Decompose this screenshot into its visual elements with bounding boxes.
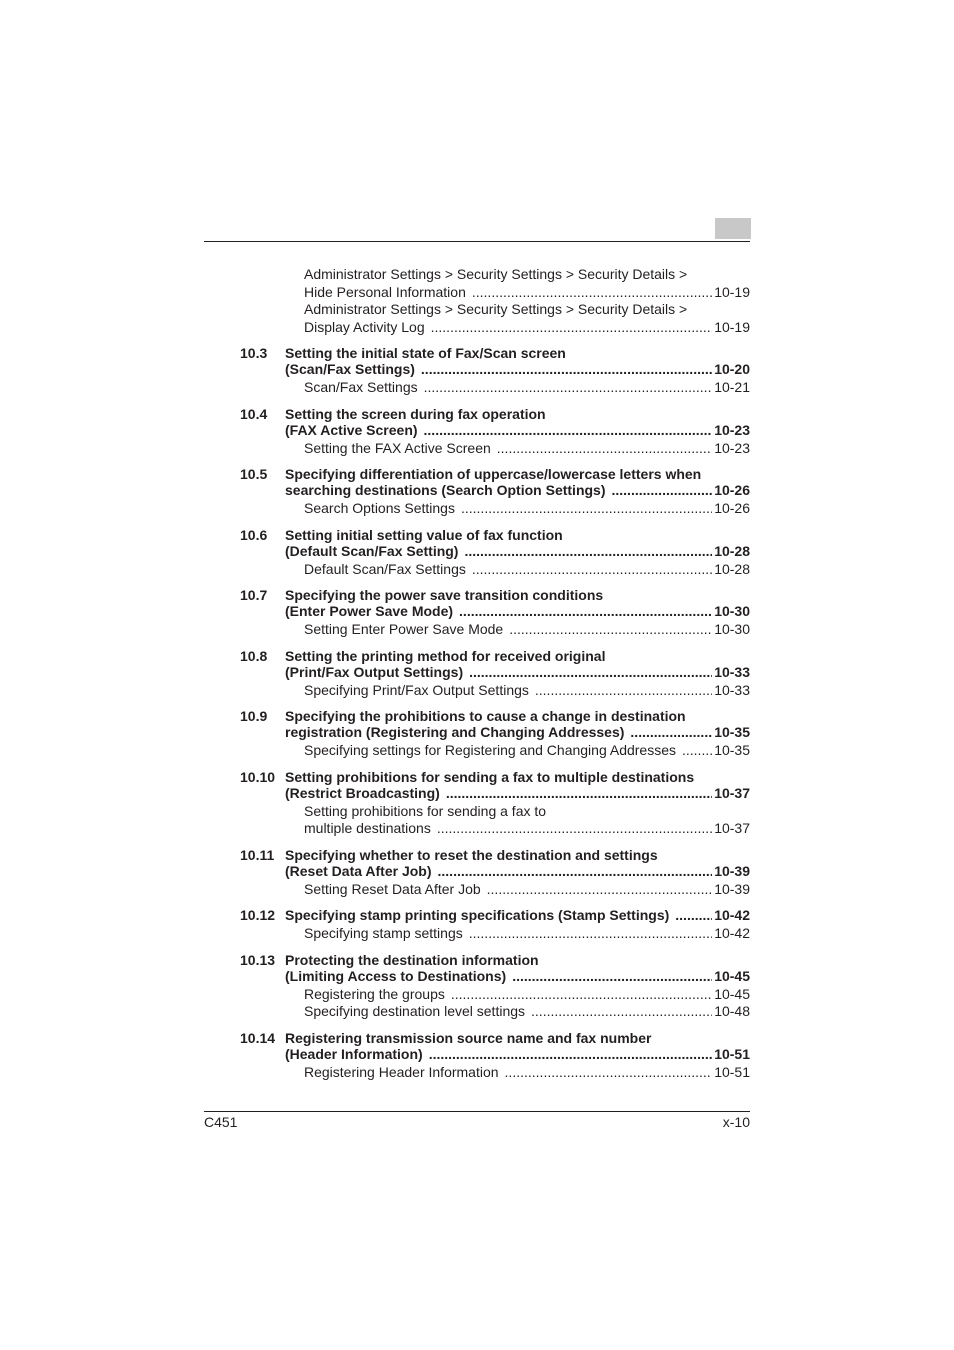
toc-section [240, 769, 750, 838]
toc-section-title-line: Setting the screen during fax operation [285, 405, 546, 422]
toc-subsection-title-last-line [304, 500, 750, 518]
toc-section-heading[interactable] [240, 847, 750, 879]
toc-subsection-title-last-line [304, 319, 750, 337]
dot-leader [459, 603, 712, 619]
toc-subsection-title-last-line [304, 440, 750, 458]
toc-subsection-page-number: 10-19 [714, 283, 750, 300]
toc-subsection-page-number: 10-33 [714, 681, 750, 698]
toc-section-number: 10.4 [240, 405, 268, 422]
toc-subsection-page-number: 10-35 [714, 742, 750, 758]
dot-leader [505, 1064, 713, 1082]
dot-leader [451, 986, 712, 1004]
toc-subsection-page-number: 10-37 [714, 820, 750, 836]
dot-leader [424, 422, 713, 438]
dot-leader [446, 785, 712, 801]
dot-leader [509, 621, 712, 639]
toc-section-title-last-line [285, 603, 750, 619]
toc-section-page-number: 10-26 [714, 482, 750, 498]
toc-section-heading[interactable] [240, 907, 750, 923]
toc-subsection-entry[interactable] [304, 925, 750, 943]
toc-section [240, 708, 750, 760]
dot-leader [512, 968, 712, 984]
toc-section-entry[interactable] [285, 527, 750, 559]
toc-section-heading[interactable] [240, 345, 750, 377]
toc-subsection-group [240, 803, 750, 838]
toc-subsection-title: Specifying settings for Registering and Changing Addresses [304, 742, 676, 758]
toc-section-number: 10.3 [240, 345, 268, 361]
toc-subsection-group [240, 1064, 750, 1082]
toc-subsection-entry[interactable] [304, 742, 750, 760]
toc-subsection-entry[interactable] [304, 266, 750, 301]
toc-section-heading[interactable] [240, 527, 750, 559]
dot-leader [461, 500, 712, 518]
chapter-tab-marker [715, 218, 751, 239]
dot-leader [421, 361, 712, 377]
toc-subsection-page-number: 10-19 [714, 318, 750, 335]
toc-section-title-line: Specifying differentiation of uppercase/lowercase letters when [285, 466, 702, 482]
toc-section [240, 907, 750, 943]
toc-section-title-line: Specifying the prohibitions to cause a change in destination [285, 708, 686, 724]
toc-section-title: (Restrict Broadcasting) [285, 784, 440, 801]
toc-subsection-entry[interactable] [304, 1003, 750, 1021]
toc-subsection-group [240, 500, 750, 518]
toc-subsection-title: Default Scan/Fax Settings [304, 560, 466, 577]
toc-section-title-last-line [285, 724, 750, 740]
dot-leader [682, 742, 712, 760]
toc-section-heading[interactable] [240, 466, 750, 498]
toc-subsection-title-last-line [304, 820, 750, 838]
toc-section-number: 10.10 [240, 768, 276, 785]
toc-subsection-title-line: Setting prohibitions for sending a fax to [304, 802, 547, 819]
toc-subsection-page-number: 10-45 [714, 985, 750, 1002]
toc-section-entry[interactable] [285, 406, 750, 438]
dot-leader [630, 724, 712, 740]
toc-section-title-last-line [285, 1046, 750, 1062]
toc-section-number: 10.11 [240, 846, 275, 863]
dot-leader [472, 284, 712, 302]
toc-subsection-title-last-line [304, 682, 750, 700]
toc-section-title: (Enter Power Save Mode) [285, 603, 454, 619]
toc-section-page-number: 10-28 [714, 542, 750, 559]
toc-subsection-page-number: 10-30 [714, 621, 750, 637]
toc-section [240, 406, 750, 458]
toc-section-number: 10.12 [240, 907, 276, 923]
toc-section-number: 10.5 [240, 466, 268, 482]
toc-subsection-entry[interactable] [304, 881, 750, 899]
toc-section [240, 345, 750, 397]
toc-intro-group [240, 266, 750, 336]
toc-section-number: 10.14 [240, 1029, 276, 1046]
footer-page-number: x-10 [722, 1114, 750, 1130]
header-rule [204, 241, 750, 242]
toc-section-entry[interactable] [285, 1030, 750, 1062]
toc-section [240, 648, 750, 700]
dot-leader [429, 1046, 713, 1062]
toc-section [240, 466, 750, 518]
toc-section-title: (Limiting Access to Destinations) [285, 967, 507, 984]
toc-section-page-number: 10-30 [714, 603, 750, 619]
toc-section-title-line: Setting initial setting value of fax function [285, 526, 563, 543]
toc-subsection-title-last-line [304, 379, 750, 397]
toc-subsection-title-last-line [304, 621, 750, 639]
toc-section-title-line: Setting prohibitions for sending a fax to multiple destinations [285, 768, 695, 785]
toc-section-entry[interactable] [285, 769, 750, 801]
toc-section-title-line: Specifying whether to reset the destination and settings [285, 846, 658, 863]
toc-section-title-last-line [285, 968, 750, 984]
toc-subsection-entry[interactable] [304, 301, 750, 336]
dot-leader [472, 561, 712, 579]
toc-section-title: Specifying stamp printing specifications (Stamp Settings) [285, 907, 670, 923]
toc-section-title-last-line [285, 907, 750, 923]
toc-section-title: (Header Information) [285, 1045, 423, 1062]
toc-subsection-title-last-line [304, 1003, 750, 1021]
dot-leader [531, 1003, 712, 1021]
toc-subsection-title: Specifying stamp settings [304, 925, 463, 941]
toc-subsection-page-number: 10-26 [714, 500, 750, 516]
toc-section-title-line: Setting the printing method for received original [285, 647, 606, 664]
toc-section [240, 847, 750, 899]
toc-section-title-last-line [285, 543, 750, 559]
toc-section [240, 527, 750, 579]
toc-subsection-title: Setting Reset Data After Job [304, 880, 481, 897]
toc-section-heading[interactable] [240, 769, 750, 801]
toc-subsection-entry[interactable] [304, 986, 750, 1004]
dot-leader [535, 682, 712, 700]
toc-section [240, 587, 750, 639]
toc-subsection-group [240, 881, 750, 899]
toc-subsection-title: Search Options Settings [304, 500, 455, 516]
toc-section-number: 10.13 [240, 951, 276, 968]
toc-section-title: (Print/Fax Output Settings) [285, 663, 464, 680]
toc-subsection-page-number: 10-51 [714, 1063, 750, 1080]
toc-subsection-title: Registering Header Information [304, 1063, 499, 1080]
toc-section-title-line: Specifying the power save transition conditions [285, 587, 604, 603]
toc-section-entry[interactable] [285, 847, 750, 879]
toc-section-title: (Default Scan/Fax Setting) [285, 542, 459, 559]
toc-section-title: (FAX Active Screen) [285, 421, 418, 438]
toc-subsection-title: Hide Personal Information [304, 283, 466, 300]
toc-section-heading[interactable] [240, 406, 750, 438]
dot-leader [424, 379, 713, 397]
toc-subsection-title-last-line [304, 742, 750, 760]
dot-leader [469, 664, 712, 680]
toc-subsection-title: Setting Enter Power Save Mode [304, 621, 504, 637]
toc-section-page-number: 10-23 [714, 421, 750, 438]
toc-section [240, 1030, 750, 1082]
toc-section-entry[interactable] [285, 345, 750, 377]
toc-section [240, 952, 750, 1021]
toc-section-title-last-line [285, 422, 750, 438]
toc-subsection-title: Registering the groups [304, 985, 445, 1002]
dot-leader [438, 863, 713, 879]
toc-section-entry[interactable] [285, 907, 750, 923]
toc-subsection-title-line: Administrator Settings > Security Settings > Security Details > [304, 266, 688, 282]
toc-subsection-group [240, 440, 750, 458]
toc-subsection-title: Display Activity Log [304, 318, 425, 335]
toc-section-entry[interactable] [285, 587, 750, 619]
toc-subsection-page-number: 10-28 [714, 560, 750, 577]
toc-section-heading[interactable] [240, 952, 750, 984]
toc-subsection-title-line: Administrator Settings > Security Settings > Security Details > [304, 301, 688, 317]
toc-subsection-entry[interactable] [304, 621, 750, 639]
toc-section-entry[interactable] [285, 648, 750, 680]
toc-subsection-title: Specifying destination level settings [304, 1003, 526, 1019]
toc-section-title: searching destinations (Search Option Settings) [285, 482, 606, 498]
toc-subsection-entry[interactable] [304, 803, 750, 838]
toc-subsection-title: Setting the FAX Active Screen [304, 439, 491, 456]
toc-subsection-title-last-line [304, 986, 750, 1004]
dot-leader [437, 820, 712, 838]
toc-section-entry[interactable] [285, 952, 750, 984]
toc-subsection-page-number: 10-23 [714, 439, 750, 456]
toc-section-entry[interactable] [285, 708, 750, 740]
toc-section-title-last-line [285, 863, 750, 879]
toc-section-page-number: 10-51 [714, 1045, 750, 1062]
toc-section-title-last-line [285, 361, 750, 377]
toc-section-heading[interactable] [240, 648, 750, 680]
table-of-contents [240, 266, 750, 1081]
toc-section-title: registration (Registering and Changing Addresses) [285, 724, 625, 740]
toc-section-title-line: Registering transmission source name and fax number [285, 1029, 652, 1046]
toc-subsection-title-last-line [304, 561, 750, 579]
toc-section-title: (Scan/Fax Settings) [285, 361, 415, 377]
footer-rule [204, 1111, 750, 1112]
dot-leader [431, 319, 713, 337]
toc-section-title-last-line [285, 664, 750, 680]
toc-section-number: 10.9 [240, 708, 268, 724]
toc-subsection-entry[interactable] [304, 1064, 750, 1082]
toc-section-heading[interactable] [240, 1030, 750, 1062]
dot-leader [464, 543, 712, 559]
toc-section-page-number: 10-37 [714, 784, 750, 801]
toc-section-page-number: 10-35 [714, 724, 750, 740]
toc-section-title: (Reset Data After Job) [285, 862, 432, 879]
dot-leader [487, 881, 713, 899]
toc-section-title-last-line [285, 482, 750, 498]
toc-subsection-entry[interactable] [304, 500, 750, 518]
toc-section-number: 10.6 [240, 526, 268, 543]
toc-subsection-title: multiple destinations [304, 820, 431, 836]
toc-subsection-entry[interactable] [304, 561, 750, 579]
toc-subsection-title: Specifying Print/Fax Output Settings [304, 681, 529, 698]
toc-section-page-number: 10-20 [714, 361, 750, 377]
dot-leader [612, 482, 713, 498]
toc-section-number: 10.8 [240, 647, 268, 664]
dot-leader [469, 925, 712, 943]
toc-subsection-group [240, 561, 750, 579]
toc-section-page-number: 10-39 [714, 862, 750, 879]
toc-subsection-page-number: 10-39 [714, 880, 750, 897]
footer-model: C451 [204, 1114, 238, 1130]
dot-leader [675, 907, 712, 923]
toc-subsection-entry[interactable] [304, 379, 750, 397]
toc-subsection-group [240, 925, 750, 943]
toc-subsection-group [240, 621, 750, 639]
toc-subsection-entry[interactable] [304, 440, 750, 458]
toc-section-heading[interactable] [240, 587, 750, 619]
toc-section-page-number: 10-33 [714, 663, 750, 680]
toc-subsection-title-last-line [304, 1064, 750, 1082]
toc-subsection-title-last-line [304, 881, 750, 899]
toc-subsection-title-last-line [304, 925, 750, 943]
toc-subsection-page-number: 10-21 [714, 379, 750, 395]
toc-section-entry[interactable] [285, 466, 750, 498]
toc-section-page-number: 10-45 [714, 967, 750, 984]
toc-subsection-page-number: 10-42 [714, 925, 750, 941]
toc-subsection-group [240, 742, 750, 760]
toc-section-heading[interactable] [240, 708, 750, 740]
toc-subsection-group [240, 682, 750, 700]
toc-section-page-number: 10-42 [714, 907, 750, 923]
toc-subsection-title: Scan/Fax Settings [304, 379, 418, 395]
dot-leader [497, 440, 712, 458]
toc-section-title-last-line [285, 785, 750, 801]
toc-subsection-group [240, 986, 750, 1021]
toc-section-number: 10.7 [240, 587, 268, 603]
toc-section-title-line: Setting the initial state of Fax/Scan screen [285, 345, 566, 361]
toc-subsection-entry[interactable] [304, 682, 750, 700]
toc-section-title-line: Protecting the destination information [285, 951, 539, 968]
toc-subsection-group [240, 379, 750, 397]
toc-subsection-title-last-line [304, 284, 750, 302]
toc-subsection-page-number: 10-48 [714, 1003, 750, 1019]
